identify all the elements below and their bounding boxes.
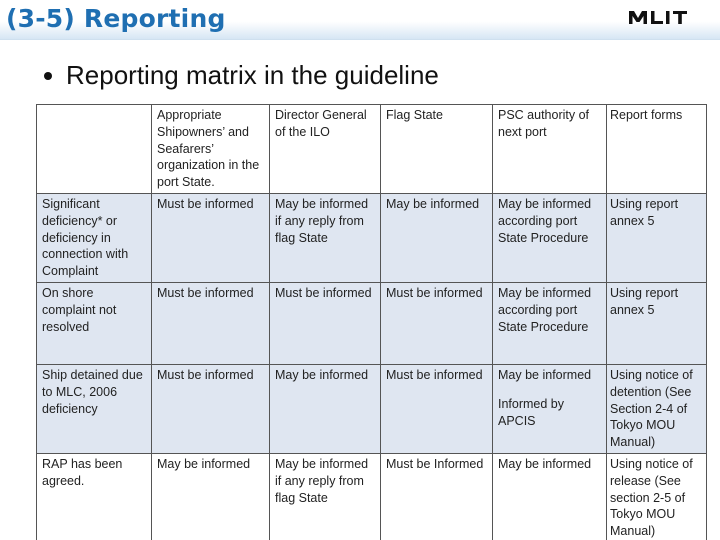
row-label: On shore complaint not resolved (37, 282, 152, 364)
table-cell: Using notice of release (See section 2-5 of Tokyo MOU Manual) (607, 453, 707, 540)
mlit-logo (628, 8, 706, 26)
table-cell: May be informed (270, 364, 381, 453)
row-label: Significant deficiency* or deficiency in connection with Complaint (37, 193, 152, 282)
table-cell (493, 364, 607, 453)
header-bar (0, 0, 720, 40)
header-cell-organization: Appropriate Shipowners’ and Seafarers’ organization in the port State. (152, 105, 270, 194)
row-label: RAP has been agreed. (37, 453, 152, 540)
table-row (37, 282, 707, 364)
header-cell-psc: PSC authority of next port (493, 105, 607, 194)
table-row (37, 453, 707, 540)
header-cell-flag-state: Flag State (381, 105, 493, 194)
table-cell: Using report annex 5 (607, 282, 707, 364)
bullet-text: Reporting matrix in the guideline (66, 60, 439, 90)
table-cell: Using notice of detention (See Section 2-4 of Tokyo MOU Manual) (607, 364, 707, 453)
row-label: Ship detained due to MLC, 2006 deficiency (37, 364, 152, 453)
header-cell-report-forms: Report forms (607, 105, 707, 194)
table-cell: Using report annex 5 (607, 193, 707, 282)
table-cell: May be informed according port State Procedure (493, 193, 607, 282)
mlit-logo-mark (628, 9, 706, 25)
table-cell: May be informed (152, 453, 270, 540)
table-cell: Must be informed (152, 282, 270, 364)
header-cell-empty (37, 105, 152, 194)
table-cell: May be informed if any reply from flag State (270, 193, 381, 282)
table-cell: Must be informed (152, 193, 270, 282)
table-cell: Must be Informed (381, 453, 493, 540)
table-cell: May be informed (493, 453, 607, 540)
table-cell: May be informed (381, 193, 493, 282)
reporting-matrix-table (36, 104, 707, 540)
table-row (37, 364, 707, 453)
psc-cell-text: May be informed (498, 367, 592, 382)
bullet-dot-icon (44, 72, 52, 80)
table-cell: Must be informed (381, 282, 493, 364)
table-cell: Must be informed (270, 282, 381, 364)
table-cell: May be informed according port State Procedure (493, 282, 607, 364)
table-cell: Must be informed (381, 364, 493, 453)
table-row (37, 193, 707, 282)
bullet-heading (44, 60, 439, 91)
table-cell: Must be informed (152, 364, 270, 453)
apcis-note: Informed by APCIS (498, 396, 565, 428)
table-cell: May be informed if any reply from flag State (270, 453, 381, 540)
table-header-row (37, 105, 707, 194)
header-cell-ilo: Director General of the ILO (270, 105, 381, 194)
slide-title: (3-5) Reporting (6, 4, 226, 33)
